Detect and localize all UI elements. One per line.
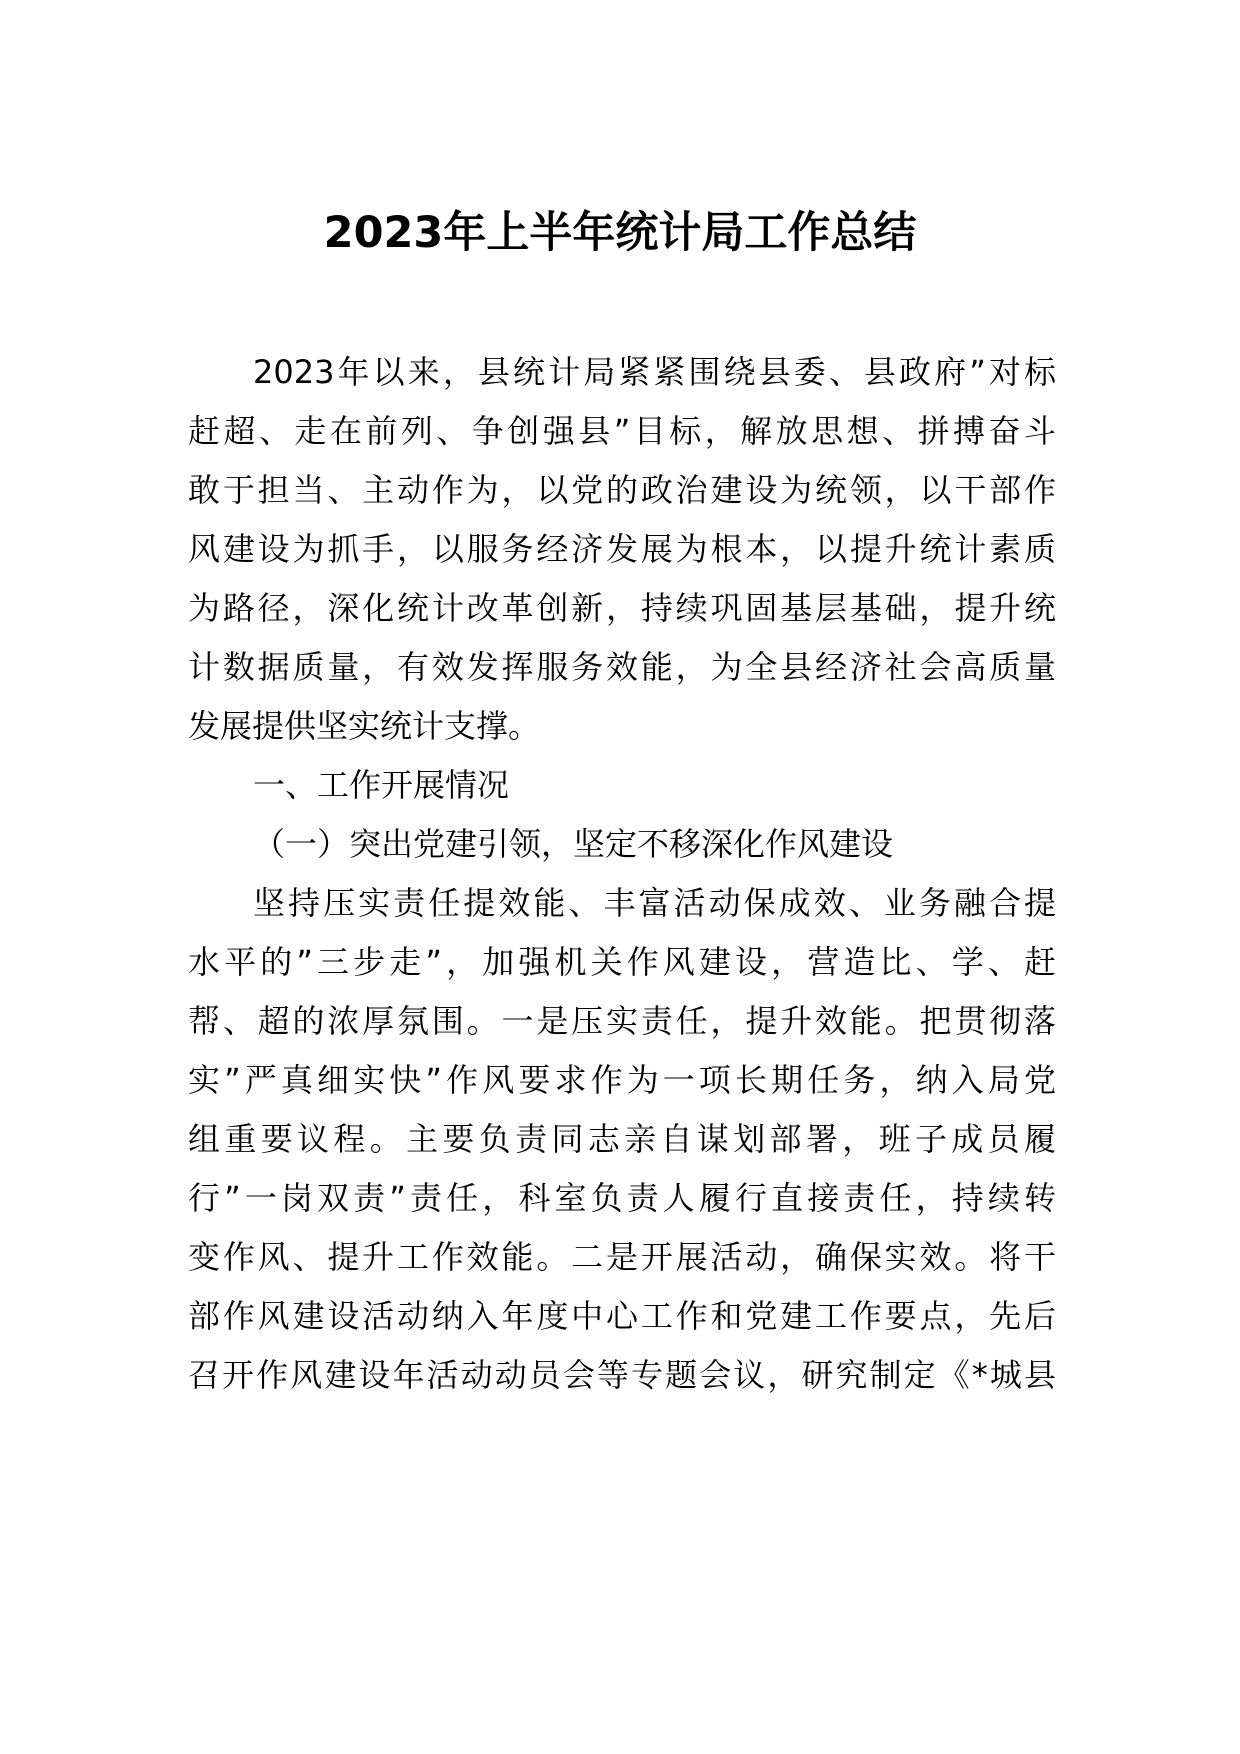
paragraph-line: 坚持压实责任提效能、丰富活动保成效、业务融合提 <box>253 884 1056 922</box>
subsection-heading: （一）突出党建引领，坚定不移深化作风建设 <box>253 825 894 863</box>
paragraph-line: 部作风建设活动纳入年度中心工作和党建工作要点，先后 <box>188 1297 1056 1335</box>
paragraph-line: 召开作风建设年活动动员会等专题会议，研究制定《*城县 <box>188 1356 1056 1394</box>
paragraph-line: 风建设为抓手，以服务经济发展为根本，以提升统计素质 <box>188 530 1056 568</box>
paragraph-line: 组重要议程。主要负责同志亲自谋划部署，班子成员履 <box>188 1120 1056 1158</box>
paragraph-line: 帮、超的浓厚氛围。一是压实责任，提升效能。把贯彻落 <box>188 1002 1056 1040</box>
document-title: 2023年上半年统计局工作总结 <box>323 208 917 258</box>
paragraph-line: 2023年以来，县统计局紧紧围绕县委、县政府”对标 <box>253 353 1056 391</box>
paragraph-line: 水平的”三步走”，加强机关作风建设，营造比、学、赶 <box>188 943 1056 981</box>
paragraph-line: 为路径，深化统计改革创新，持续巩固基层基础，提升统 <box>188 589 1056 627</box>
paragraph-line: 计数据质量，有效发挥服务效能，为全县经济社会高质量 <box>188 648 1056 686</box>
paragraph-line: 发展提供坚实统计支撑。 <box>188 707 541 745</box>
paragraph-line: 变作风、提升工作效能。二是开展活动，确保实效。将干 <box>188 1238 1056 1276</box>
paragraph-line: 实”严真细实快”作风要求作为一项长期任务，纳入局党 <box>188 1061 1056 1099</box>
paragraph-line: 行”一岗双责”责任，科室负责人履行直接责任，持续转 <box>188 1179 1056 1217</box>
section-heading: 一、工作开展情况 <box>253 766 510 804</box>
paragraph-line: 敢于担当、主动作为，以党的政治建设为统领，以干部作 <box>188 471 1056 509</box>
paragraph-line: 赶超、走在前列、争创强县”目标，解放思想、拼搏奋斗 <box>188 412 1056 450</box>
